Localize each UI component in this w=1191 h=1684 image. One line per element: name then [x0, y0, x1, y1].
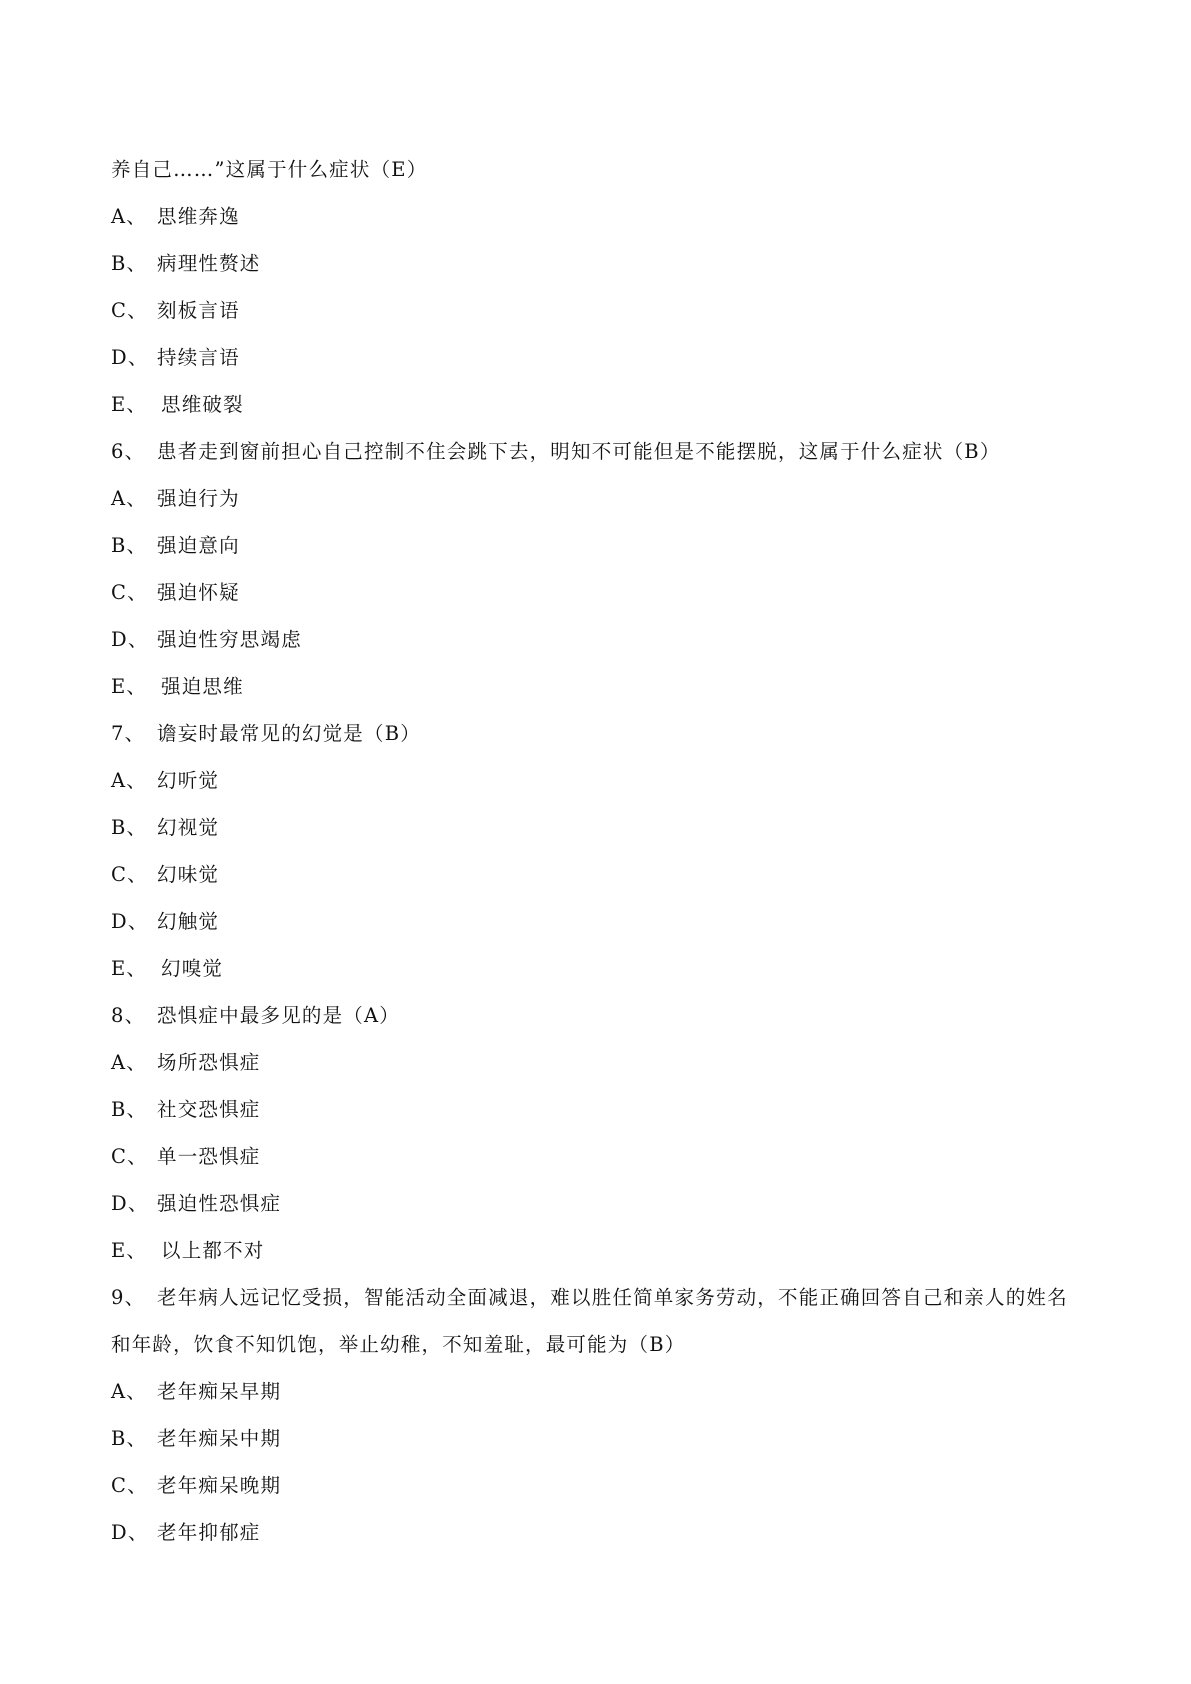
- option-text: 强迫行为: [157, 487, 240, 510]
- option-text: 幻听觉: [157, 769, 220, 792]
- option-text: 幻味觉: [157, 863, 220, 886]
- option-text: 场所恐惧症: [157, 1051, 261, 1074]
- q6-option-e: [111, 674, 244, 700]
- question-text: 养自己……”这属于什么症状（E）: [111, 158, 428, 181]
- option-label: D、: [111, 1192, 149, 1215]
- option-text: 单一恐惧症: [157, 1145, 261, 1168]
- option-text: 幻视觉: [157, 816, 220, 839]
- option-label: E、: [111, 1239, 148, 1262]
- option-text: 幻嗅觉: [161, 957, 224, 980]
- q7-option-e: [111, 956, 223, 982]
- q8-option-c: [111, 1144, 261, 1170]
- q6-option-c: [111, 580, 240, 606]
- q5-option-d: [111, 345, 240, 371]
- option-label: C、: [111, 863, 148, 886]
- question-text-line2: 和年龄，饮食不知饥饱，举止幼稚，不知羞耻，最可能为（B）: [111, 1333, 686, 1356]
- option-text: 社交恐惧症: [157, 1098, 261, 1121]
- q9-option-a: [111, 1379, 281, 1405]
- option-label: C、: [111, 581, 148, 604]
- option-label: B、: [111, 1098, 148, 1121]
- option-text: 幻触觉: [157, 910, 220, 933]
- q5-option-e: [111, 392, 244, 418]
- option-label: E、: [111, 393, 148, 416]
- option-label: B、: [111, 1427, 148, 1450]
- option-label: A、: [111, 205, 147, 228]
- q8-option-e: [111, 1238, 265, 1264]
- q7-option-b: [111, 815, 219, 841]
- q5-option-a: [111, 204, 240, 230]
- option-label: C、: [111, 1145, 148, 1168]
- q7-option-c: [111, 862, 219, 888]
- q7-option-d: [111, 909, 219, 935]
- option-label: A、: [111, 1051, 147, 1074]
- question-7: [111, 721, 421, 747]
- option-label: D、: [111, 910, 149, 933]
- option-label: A、: [111, 487, 147, 510]
- option-text: 老年抑郁症: [157, 1521, 261, 1544]
- option-text: 老年痴呆中期: [157, 1427, 282, 1450]
- question-9-continued: [111, 1332, 685, 1358]
- option-label: D、: [111, 1521, 149, 1544]
- option-label: E、: [111, 957, 148, 980]
- option-text: 老年痴呆晚期: [157, 1474, 282, 1497]
- q6-option-d: [111, 627, 302, 653]
- q6-option-a: [111, 486, 240, 512]
- q9-option-b: [111, 1426, 281, 1452]
- question-text: 恐惧症中最多见的是（A）: [157, 1004, 400, 1027]
- q5-option-b: [111, 251, 261, 277]
- question-number: 7、: [111, 722, 146, 745]
- option-text: 思维奔逸: [157, 205, 240, 228]
- option-text: 持续言语: [157, 346, 240, 369]
- option-text: 强迫性恐惧症: [157, 1192, 282, 1215]
- q8-option-d: [111, 1191, 281, 1217]
- option-text: 病理性赘述: [157, 252, 261, 275]
- question-number: 6、: [111, 440, 146, 463]
- question-text-line1: 老年病人远记忆受损，智能活动全面减退，难以胜任简单家务劳动，不能正确回答自己和亲人的姓名: [157, 1286, 1068, 1309]
- question-8: [111, 1003, 400, 1029]
- option-text: 强迫怀疑: [157, 581, 240, 604]
- option-label: E、: [111, 675, 148, 698]
- q7-option-a: [111, 768, 219, 794]
- question-9: [111, 1285, 1068, 1311]
- option-text: 强迫意向: [157, 534, 240, 557]
- q5-option-c: [111, 298, 240, 324]
- question-number: 8、: [111, 1004, 146, 1027]
- option-label: B、: [111, 252, 148, 275]
- question-text: 患者走到窗前担心自己控制不住会跳下去，明知不可能但是不能摆脱，这属于什么症状（B）: [157, 440, 1001, 463]
- question-text: 谵妄时最常见的幻觉是（B）: [157, 722, 421, 745]
- option-label: B、: [111, 816, 148, 839]
- q9-option-d: [111, 1520, 261, 1546]
- option-text: 思维破裂: [161, 393, 244, 416]
- question-number: 9、: [111, 1286, 146, 1309]
- q9-option-c: [111, 1473, 281, 1499]
- option-text: 老年痴呆早期: [157, 1380, 282, 1403]
- option-label: D、: [111, 346, 149, 369]
- question-6: [111, 439, 1001, 465]
- option-label: A、: [111, 769, 147, 792]
- option-label: B、: [111, 534, 148, 557]
- q6-option-b: [111, 533, 240, 559]
- option-label: A、: [111, 1380, 147, 1403]
- option-label: C、: [111, 1474, 148, 1497]
- option-text: 强迫性穷思竭虑: [157, 628, 302, 651]
- q8-option-a: [111, 1050, 261, 1076]
- option-text: 刻板言语: [157, 299, 240, 322]
- option-text: 以上都不对: [161, 1239, 265, 1262]
- question-5-continuation: [111, 157, 427, 183]
- q8-option-b: [111, 1097, 261, 1123]
- option-text: 强迫思维: [161, 675, 244, 698]
- option-label: C、: [111, 299, 148, 322]
- option-label: D、: [111, 628, 149, 651]
